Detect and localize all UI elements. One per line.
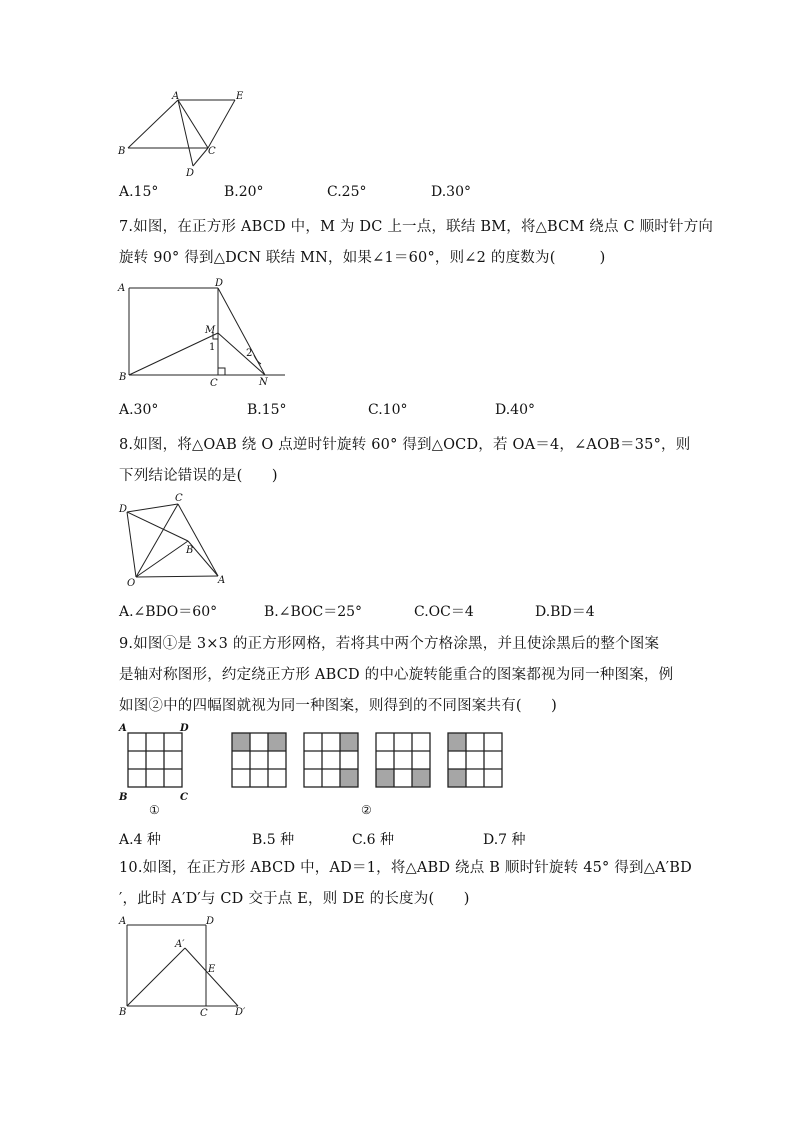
q8-label-b: B <box>186 545 194 556</box>
q7-label-m: M <box>205 325 216 336</box>
q9-shaded-cell <box>340 733 358 751</box>
q10-label-a: A <box>119 916 127 927</box>
q7-label-b: B <box>119 372 127 383</box>
q9-label-a: A <box>119 723 127 734</box>
q7-angle-2: 2 <box>246 348 253 359</box>
q7-label-n: N <box>259 377 268 388</box>
q9-grid-4 <box>376 733 430 787</box>
q9-shaded-cell <box>268 733 286 751</box>
q9-shaded-cell <box>448 733 466 751</box>
q8-option-a: A.∠BDO＝60° <box>119 604 218 620</box>
q7-label-d: D <box>215 278 224 289</box>
q10-label-aprime: A′ <box>175 939 185 950</box>
q8-label-a: A <box>218 575 226 586</box>
q7-label-c: C <box>210 378 218 389</box>
q6-label-e: E <box>236 91 244 102</box>
q9-label-d: D <box>180 723 189 734</box>
q7-stem-line1: 7.如图，在正方形 ABCD 中，M 为 DC 上一点，联结 BM，将△BCM 绕点 C 顺时针方向 <box>119 219 714 235</box>
q8-figure <box>115 490 235 590</box>
q8-label-o: O <box>127 578 136 589</box>
q9-stem-line2: 是轴对称图形，约定绕正方形 ABCD 的中心旋转能重合的图案都视为同一种图案，例 <box>119 667 674 683</box>
q9-grid-5 <box>448 733 502 787</box>
q7-option-a: A.30° <box>119 402 159 418</box>
q6-option-a: A.15° <box>119 184 159 200</box>
q9-option-b: B.5 种 <box>252 832 295 848</box>
q9-grid-2 <box>232 733 286 787</box>
q9-shaded-cell <box>340 769 358 787</box>
q9-fig2-caption: ② <box>361 803 372 817</box>
q8-option-d: D.BD＝4 <box>535 604 595 620</box>
q6-label-c: C <box>208 146 216 157</box>
q9-grid-1 <box>128 733 182 787</box>
q7-option-c: C.10° <box>368 402 408 418</box>
q10-stem-line1: 10.如图，在正方形 ABCD 中，AD＝1，将△ABD 绕点 B 顺时针旋转 45° 得到△A′BD <box>119 860 692 876</box>
q9-stem-line1: 9.如图①是 3×3 的正方形网格，若将其中两个方格涂黑，并且使涂黑后的整个图案 <box>119 636 660 652</box>
q9-label-b: B <box>119 792 128 803</box>
q9-shaded-cell <box>376 769 394 787</box>
q9-fig1-caption: ① <box>149 803 160 817</box>
q8-option-b: B.∠BOC＝25° <box>264 604 363 620</box>
q10-label-c: C <box>200 1008 208 1019</box>
q10-label-d: D <box>206 916 215 927</box>
q10-label-dprime: D′ <box>235 1007 246 1018</box>
q6-label-b: B <box>118 146 126 157</box>
q8-label-d: D <box>119 504 128 515</box>
q6-label-a: A <box>172 91 180 102</box>
q9-option-d: D.7 种 <box>483 832 526 848</box>
q6-figure <box>110 88 270 183</box>
q10-figure <box>115 912 265 1024</box>
q8-stem-line2: 下列结论错误的是( ) <box>119 468 278 484</box>
q9-figure <box>115 720 515 820</box>
q9-grid-3 <box>304 733 358 787</box>
q6-option-b: B.20° <box>224 184 264 200</box>
q7-label-a: A <box>118 283 126 294</box>
q7-option-b: B.15° <box>247 402 287 418</box>
q6-option-c: C.25° <box>327 184 367 200</box>
q7-figure <box>115 278 295 390</box>
q8-label-c: C <box>175 493 183 504</box>
q9-option-c: C.6 种 <box>352 832 395 848</box>
q9-shaded-cell <box>412 769 430 787</box>
q8-stem-line1: 8.如图，将△OAB 绕 O 点逆时针旋转 60° 得到△OCD，若 OA＝4，∠AOB＝35°，则 <box>119 437 691 453</box>
q6-option-d: D.30° <box>431 184 471 200</box>
q9-label-c: C <box>180 792 188 803</box>
q7-stem-line2: 旋转 90° 得到△DCN 联结 MN，如果∠1＝60°，则∠2 的度数为( ) <box>119 250 606 266</box>
q8-option-c: C.OC＝4 <box>414 604 474 620</box>
q10-label-b: B <box>119 1007 127 1018</box>
q6-label-d: D <box>186 168 195 179</box>
q7-angle-1: 1 <box>209 342 216 353</box>
q10-stem-line2: ′，此时 A′D′与 CD 交于点 E，则 DE 的长度为( ) <box>119 891 470 907</box>
q7-option-d: D.40° <box>495 402 535 418</box>
q9-shaded-cell <box>232 733 250 751</box>
q9-shaded-cell <box>448 769 466 787</box>
q10-label-e: E <box>208 964 216 975</box>
q9-stem-line3: 如图②中的四幅图就视为同一种图案，则得到的不同图案共有( ) <box>119 698 558 714</box>
q9-option-a: A.4 种 <box>119 832 161 848</box>
